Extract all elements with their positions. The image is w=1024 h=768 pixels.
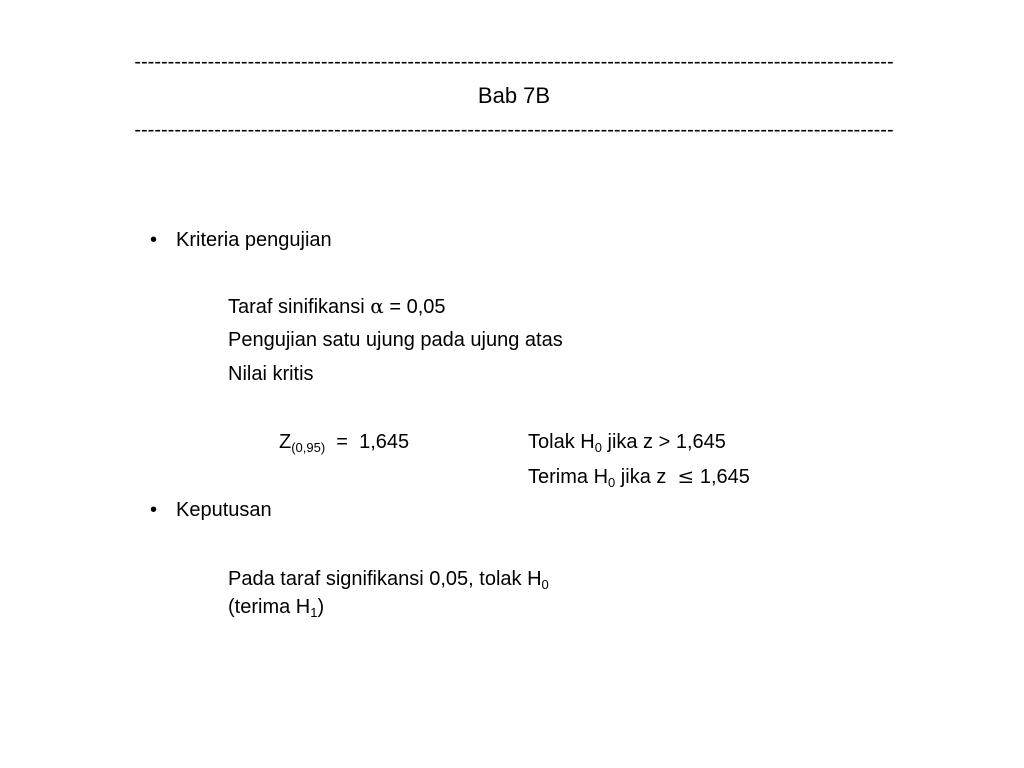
tolak-prefix: Tolak H xyxy=(528,431,595,453)
z-critical-value xyxy=(279,429,409,455)
terima-suffix: 1,645 xyxy=(694,466,750,488)
bullet-keputusan xyxy=(150,497,272,523)
tolak-rule xyxy=(528,429,726,455)
terima-prefix: Terima H xyxy=(528,466,609,488)
terima-subscript: 0 xyxy=(608,475,616,490)
nilai-kritis-line: Nilai kritis xyxy=(228,363,314,385)
taraf-prefix: Taraf sinifikansi xyxy=(228,296,371,318)
alpha-symbol: α xyxy=(370,294,384,318)
bullet-label-keputusan: Keputusan xyxy=(176,499,272,521)
leq-symbol: ≤ xyxy=(677,464,695,488)
z-main: Z xyxy=(279,431,292,453)
bullet-kriteria xyxy=(150,227,332,253)
pengujian-line: Pengujian satu ujung pada ujung atas xyxy=(228,329,563,351)
keputusan-line2-suffix: ) xyxy=(317,596,325,618)
keputusan-line-1 xyxy=(228,566,549,592)
tolak-suffix: jika z > 1,645 xyxy=(601,431,726,453)
taraf-line xyxy=(228,293,446,320)
keputusan-line1-subscript: 0 xyxy=(541,577,549,592)
keputusan-line2-subscript: 1 xyxy=(310,605,318,620)
tolak-subscript: 0 xyxy=(594,440,602,455)
header-dash-line-top: ------------------------------------------------------------------------------------------------------------------ xyxy=(134,51,894,73)
bullet-dot: • xyxy=(150,499,158,521)
terima-rule xyxy=(528,463,750,490)
z-subscript: (0,95) xyxy=(291,440,326,455)
bullet-dot: • xyxy=(150,229,158,251)
keputusan-line2-prefix: (terima H xyxy=(228,596,311,618)
bullet-label-kriteria: Kriteria pengujian xyxy=(176,229,332,251)
keputusan-line-2 xyxy=(228,594,324,620)
terima-mid: jika z xyxy=(615,466,678,488)
taraf-suffix: = 0,05 xyxy=(383,296,446,318)
slide-title: Bab 7B xyxy=(477,84,551,108)
header-dash-line-bottom: ------------------------------------------------------------------------------------------------------------------ xyxy=(134,119,894,141)
keputusan-line1-prefix: Pada taraf signifikansi 0,05, tolak H xyxy=(228,568,542,590)
z-value: = 1,645 xyxy=(325,431,410,453)
